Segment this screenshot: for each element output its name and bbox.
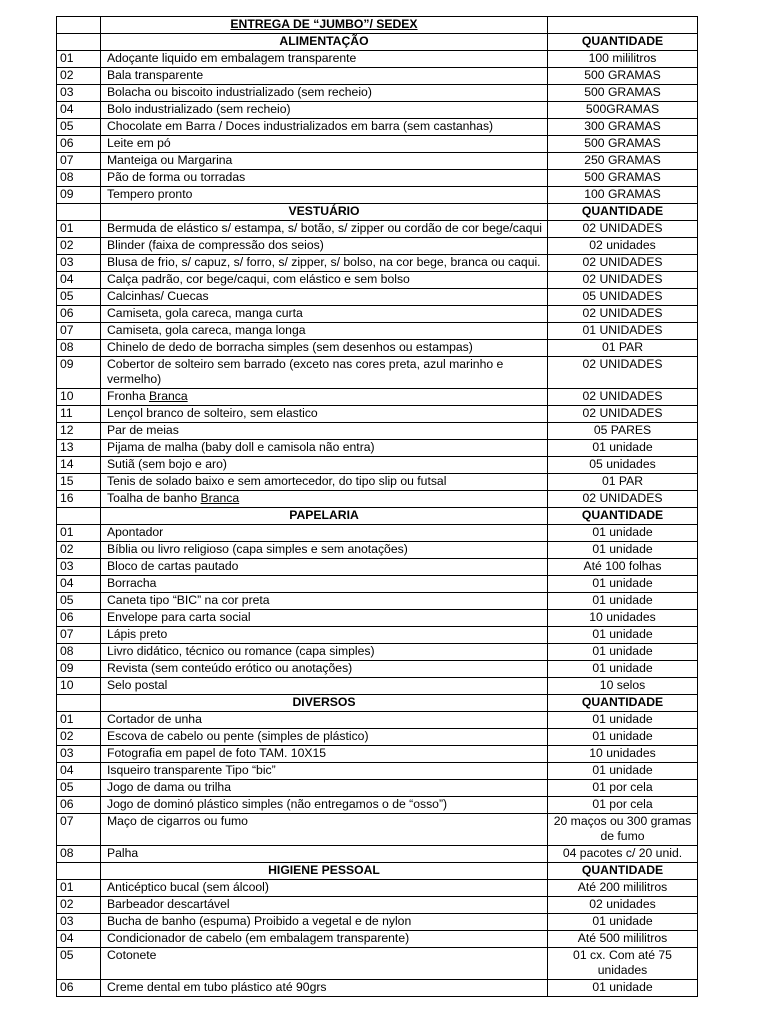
table-row (57, 357, 698, 389)
item-description (101, 457, 548, 474)
table-row (57, 712, 698, 729)
item-description (101, 593, 548, 610)
item-number: 05 (57, 593, 101, 610)
item-description (101, 357, 548, 389)
table-row (57, 406, 698, 423)
item-description-text: Cotonete (107, 948, 157, 962)
item-description (101, 238, 548, 255)
section-header-row (57, 508, 698, 525)
item-quantity: 02 UNIDADES (548, 491, 698, 508)
section-title: VESTUÁRIO (101, 204, 548, 221)
item-quantity: 500GRAMAS (548, 102, 698, 119)
item-description (101, 914, 548, 931)
item-number: 02 (57, 729, 101, 746)
item-quantity: 01 unidade (548, 729, 698, 746)
table-row (57, 729, 698, 746)
item-quantity: 01 unidade (548, 980, 698, 997)
table-row (57, 746, 698, 763)
item-description (101, 136, 548, 153)
item-description (101, 221, 548, 238)
item-description (101, 846, 548, 863)
item-description (101, 423, 548, 440)
item-quantity: 20 maços ou 300 gramas de fumo (548, 814, 698, 846)
table-row (57, 187, 698, 204)
item-description-text: Escova de cabelo ou pente (simples de plástico) (107, 729, 369, 743)
table-row (57, 119, 698, 136)
item-quantity: 02 UNIDADES (548, 255, 698, 272)
document-title: ENTREGA DE “JUMBO”/ SEDEX (101, 17, 548, 34)
item-quantity: Até 200 mililitros (548, 880, 698, 897)
item-description-text: Apontador (107, 525, 164, 539)
item-quantity: 02 UNIDADES (548, 272, 698, 289)
item-number: 08 (57, 340, 101, 357)
item-quantity: 100 GRAMAS (548, 187, 698, 204)
item-description-text: Isqueiro transparente Tipo “bic” (107, 763, 276, 777)
item-description (101, 678, 548, 695)
item-number: 03 (57, 914, 101, 931)
item-number: 01 (57, 221, 101, 238)
item-description (101, 644, 548, 661)
item-description-text: Bolacha ou biscoito industrializado (sem recheio) (107, 85, 372, 99)
item-description-text: Sutiã (sem bojo e aro) (107, 457, 227, 471)
item-description (101, 610, 548, 627)
item-quantity: 01 unidade (548, 644, 698, 661)
item-description-text: Calça padrão, cor bege/caqui, com elástico e sem bolso (107, 272, 410, 286)
table-row (57, 797, 698, 814)
item-quantity: 500 GRAMAS (548, 170, 698, 187)
item-number: 04 (57, 102, 101, 119)
item-description (101, 746, 548, 763)
table-row (57, 340, 698, 357)
item-quantity: 01 unidade (548, 525, 698, 542)
item-description-text: Caneta tipo “BIC” na cor preta (107, 593, 270, 607)
item-number: 04 (57, 272, 101, 289)
item-quantity: 05 PARES (548, 423, 698, 440)
item-description (101, 102, 548, 119)
item-description (101, 340, 548, 357)
table-row (57, 289, 698, 306)
item-description (101, 289, 548, 306)
table-row (57, 814, 698, 846)
item-quantity: 01 unidade (548, 627, 698, 644)
item-number: 05 (57, 289, 101, 306)
item-description-text: Bloco de cartas pautado (107, 559, 239, 573)
table-row (57, 661, 698, 678)
table-row (57, 897, 698, 914)
item-number: 09 (57, 661, 101, 678)
item-quantity: 10 unidades (548, 610, 698, 627)
item-quantity: 500 GRAMAS (548, 136, 698, 153)
table-row (57, 255, 698, 272)
item-number: 02 (57, 68, 101, 85)
item-quantity: 02 UNIDADES (548, 406, 698, 423)
item-description (101, 814, 548, 846)
item-number: 09 (57, 357, 101, 389)
item-number: 04 (57, 763, 101, 780)
item-description-text: Revista (sem conteúdo erótico ou anotações) (107, 661, 353, 675)
item-description-text: Maço de cigarros ou fumo (107, 814, 248, 828)
item-description-text: Selo postal (107, 678, 168, 692)
section-header-row (57, 863, 698, 880)
table-row (57, 221, 698, 238)
item-description (101, 542, 548, 559)
item-description-text: Chocolate em Barra / Doces industrializados em barra (sem castanhas) (107, 119, 494, 133)
quantity-header: QUANTIDADE (548, 863, 698, 880)
item-description (101, 440, 548, 457)
table-row (57, 102, 698, 119)
item-number: 06 (57, 136, 101, 153)
item-number: 08 (57, 644, 101, 661)
item-number: 05 (57, 948, 101, 980)
item-description (101, 712, 548, 729)
item-description (101, 797, 548, 814)
item-description-text: Toalha de banho (107, 491, 198, 505)
items-table (56, 16, 698, 997)
section-title: HIGIENE PESSOAL (101, 863, 548, 880)
section-number-cell (57, 508, 101, 525)
item-quantity: 01 PAR (548, 474, 698, 491)
item-description-text: Lápis preto (107, 627, 168, 641)
item-description (101, 661, 548, 678)
item-description (101, 406, 548, 423)
table-row (57, 68, 698, 85)
table-row (57, 525, 698, 542)
item-description (101, 85, 548, 102)
item-description (101, 491, 548, 508)
item-quantity: 300 GRAMAS (548, 119, 698, 136)
item-quantity: 02 unidades (548, 238, 698, 255)
item-number: 06 (57, 306, 101, 323)
item-description-text: Fotografia em papel de foto TAM. 10X15 (107, 746, 327, 760)
item-description-text: Bíblia ou livro religioso (capa simples e sem anotações) (107, 542, 408, 556)
item-quantity: 500 GRAMAS (548, 85, 698, 102)
item-description-text: Anticéptico bucal (sem álcool) (107, 880, 269, 894)
item-quantity: 01 unidade (548, 576, 698, 593)
item-description-text: Manteiga ou Margarina (107, 153, 233, 167)
item-description-text: Fronha (107, 389, 146, 403)
item-quantity: 01 por cela (548, 780, 698, 797)
item-description-underlined: Branca (149, 389, 188, 403)
document-sheet (56, 16, 696, 997)
item-description-text: Condicionador de cabelo (em embalagem transparente) (107, 931, 410, 945)
section-title: DIVERSOS (101, 695, 548, 712)
item-number: 03 (57, 746, 101, 763)
table-row (57, 323, 698, 340)
item-quantity: Até 100 folhas (548, 559, 698, 576)
item-number: 06 (57, 980, 101, 997)
section-header-row (57, 204, 698, 221)
item-description (101, 780, 548, 797)
table-row (57, 846, 698, 863)
item-number: 01 (57, 525, 101, 542)
item-description (101, 931, 548, 948)
section-title: ALIMENTAÇÃO (101, 34, 548, 51)
item-description (101, 119, 548, 136)
item-quantity: 01 por cela (548, 797, 698, 814)
item-number: 06 (57, 610, 101, 627)
item-quantity: 10 unidades (548, 746, 698, 763)
item-number: 08 (57, 846, 101, 863)
item-description-text: Camiseta, gola careca, manga longa (107, 323, 306, 337)
item-number: 02 (57, 238, 101, 255)
item-number: 09 (57, 187, 101, 204)
item-description-text: Chinelo de dedo de borracha simples (sem desenhos ou estampas) (107, 340, 473, 354)
table-row (57, 593, 698, 610)
item-description (101, 897, 548, 914)
item-quantity: 01 unidade (548, 712, 698, 729)
item-number: 07 (57, 814, 101, 846)
item-quantity: 02 unidades (548, 897, 698, 914)
quantity-header: QUANTIDADE (548, 695, 698, 712)
item-description-text: Pijama de malha (baby doll e camisola não entra) (107, 440, 375, 454)
table-row (57, 880, 698, 897)
item-description (101, 272, 548, 289)
item-quantity: 01 unidade (548, 593, 698, 610)
item-number: 01 (57, 51, 101, 68)
table-row (57, 51, 698, 68)
table-row (57, 780, 698, 797)
item-quantity: 01 UNIDADES (548, 323, 698, 340)
table-row (57, 914, 698, 931)
item-description-text: Creme dental em tubo plástico até 90grs (107, 980, 327, 994)
item-number: 14 (57, 457, 101, 474)
table-row (57, 153, 698, 170)
item-description-text: Tempero pronto (107, 187, 193, 201)
item-number: 10 (57, 678, 101, 695)
item-quantity: 01 unidade (548, 914, 698, 931)
section-header-row (57, 695, 698, 712)
item-description-text: Livro didático, técnico ou romance (capa simples) (107, 644, 375, 658)
item-number: 07 (57, 627, 101, 644)
item-description (101, 389, 548, 406)
item-quantity: 02 UNIDADES (548, 221, 698, 238)
item-number: 03 (57, 85, 101, 102)
item-description-underlined: Branca (200, 491, 240, 505)
item-description (101, 576, 548, 593)
table-row (57, 559, 698, 576)
item-description-text: Barbeador descartável (107, 897, 230, 911)
table-row (57, 678, 698, 695)
section-number-cell (57, 204, 101, 221)
table-row (57, 389, 698, 406)
table-row (57, 306, 698, 323)
item-description (101, 255, 548, 272)
section-number-cell (57, 695, 101, 712)
item-description (101, 187, 548, 204)
item-description (101, 880, 548, 897)
item-description-text: Blusa de frio, s/ capuz, s/ forro, s/ zipper, s/ bolso, na cor bege, branca ou caqui. (107, 255, 541, 269)
item-number: 04 (57, 931, 101, 948)
item-description-text: Envelope para carta social (107, 610, 251, 624)
item-description-text: Par de meias (107, 423, 179, 437)
item-number: 02 (57, 897, 101, 914)
item-quantity: 01 cx. Com até 75 unidades (548, 948, 698, 980)
table-row (57, 576, 698, 593)
item-number: 07 (57, 323, 101, 340)
item-quantity: 01 PAR (548, 340, 698, 357)
item-description-text: Lençol branco de solteiro, sem elastico (107, 406, 318, 420)
item-description (101, 153, 548, 170)
table-row (57, 272, 698, 289)
item-description-text: Bucha de banho (espuma) Proibido a vegetal e de nylon (107, 914, 412, 928)
item-number: 08 (57, 170, 101, 187)
item-description-text: Bolo industrializado (sem recheio) (107, 102, 291, 116)
item-number: 06 (57, 797, 101, 814)
table-row (57, 644, 698, 661)
item-description (101, 170, 548, 187)
item-description (101, 559, 548, 576)
item-number: 02 (57, 542, 101, 559)
item-number: 16 (57, 491, 101, 508)
item-description-text: Pão de forma ou torradas (107, 170, 246, 184)
quantity-header: QUANTIDADE (548, 204, 698, 221)
table-row (57, 542, 698, 559)
item-quantity: 01 unidade (548, 542, 698, 559)
item-description (101, 323, 548, 340)
item-quantity: 02 UNIDADES (548, 306, 698, 323)
item-description-text: Jogo de dama ou trilha (107, 780, 231, 794)
item-number: 13 (57, 440, 101, 457)
item-number: 01 (57, 712, 101, 729)
item-quantity: 500 GRAMAS (548, 68, 698, 85)
item-description-text: Borracha (107, 576, 157, 590)
item-description (101, 627, 548, 644)
item-number: 10 (57, 389, 101, 406)
quantity-header: QUANTIDADE (548, 508, 698, 525)
item-quantity: 100 mililitros (548, 51, 698, 68)
item-description-text: Adoçante liquido em embalagem transparente (107, 51, 357, 65)
item-quantity: 02 UNIDADES (548, 389, 698, 406)
title-row (57, 17, 698, 34)
item-description-text: Leite em pó (107, 136, 171, 150)
item-quantity: 10 selos (548, 678, 698, 695)
item-number: 03 (57, 559, 101, 576)
table-row (57, 610, 698, 627)
item-description-text: Palha (107, 846, 139, 860)
table-row (57, 170, 698, 187)
item-number: 15 (57, 474, 101, 491)
table-row (57, 85, 698, 102)
table-row (57, 440, 698, 457)
table-row (57, 423, 698, 440)
item-quantity: 05 UNIDADES (548, 289, 698, 306)
table-row (57, 763, 698, 780)
item-description-text: Blinder (faixa de compressão dos seios) (107, 238, 324, 252)
table-row (57, 238, 698, 255)
item-description-text: Cortador de unha (107, 712, 202, 726)
table-row (57, 948, 698, 980)
item-number: 11 (57, 406, 101, 423)
item-description (101, 980, 548, 997)
item-description-text: Tenis de solado baixo e sem amortecedor, do tipo slip ou futsal (107, 474, 447, 488)
item-description-text: Bala transparente (107, 68, 204, 82)
section-number-cell (57, 34, 101, 51)
item-description (101, 51, 548, 68)
item-quantity: 04 pacotes c/ 20 unid. (548, 846, 698, 863)
item-description-text: Cobertor de solteiro sem barrado (exceto nas cores preta, azul marinho e vermelho) (107, 357, 504, 386)
item-quantity: Até 500 mililitros (548, 931, 698, 948)
item-number: 03 (57, 255, 101, 272)
item-description-text: Calcinhas/ Cuecas (107, 289, 209, 303)
table-row (57, 980, 698, 997)
item-quantity: 01 unidade (548, 440, 698, 457)
item-description (101, 948, 548, 980)
section-header-row (57, 34, 698, 51)
item-number: 04 (57, 576, 101, 593)
table-row (57, 474, 698, 491)
item-number: 12 (57, 423, 101, 440)
item-quantity: 250 GRAMAS (548, 153, 698, 170)
item-description-text: Jogo de dominó plástico simples (não entregamos o de “osso”) (107, 797, 448, 811)
table-row (57, 627, 698, 644)
item-number: 07 (57, 153, 101, 170)
item-quantity: 05 unidades (548, 457, 698, 474)
quantity-header: QUANTIDADE (548, 34, 698, 51)
item-description (101, 474, 548, 491)
item-number: 05 (57, 119, 101, 136)
item-description (101, 68, 548, 85)
table-row (57, 491, 698, 508)
item-description-text: Camiseta, gola careca, manga curta (107, 306, 303, 320)
item-description (101, 729, 548, 746)
item-quantity: 02 UNIDADES (548, 357, 698, 389)
item-number: 01 (57, 880, 101, 897)
item-description (101, 306, 548, 323)
table-row (57, 457, 698, 474)
item-quantity: 01 unidade (548, 763, 698, 780)
item-description (101, 525, 548, 542)
item-description-text: Bermuda de elástico s/ estampa, s/ botão, s/ zipper ou cordão de cor bege/caqui (107, 221, 542, 235)
item-number: 05 (57, 780, 101, 797)
item-quantity: 01 unidade (548, 661, 698, 678)
section-number-cell (57, 863, 101, 880)
table-row (57, 136, 698, 153)
section-title: PAPELARIA (101, 508, 548, 525)
item-description (101, 763, 548, 780)
table-row (57, 931, 698, 948)
